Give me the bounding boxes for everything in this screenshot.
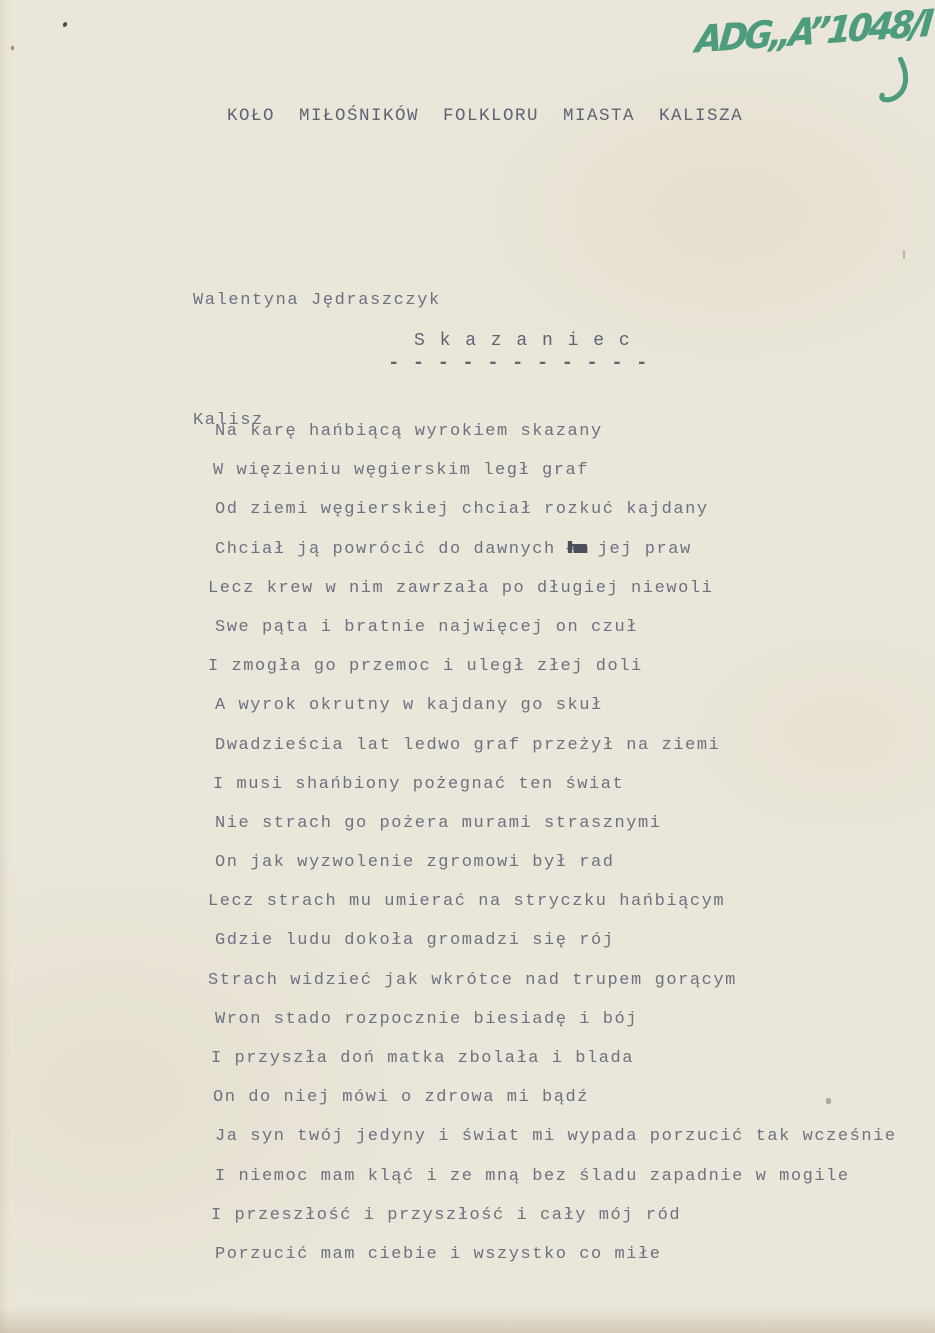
organization-header: KOŁO MIŁOŚNIKÓW FOLKLORU MIASTA KALISZA <box>227 106 744 126</box>
handwritten-archive-mark: ADG„A”1048/I <box>693 1 933 62</box>
poem-line: W więzieniu węgierskim legł graf <box>213 461 590 481</box>
poem-line: Na karę hańbiącą wyrokiem skazany <box>215 422 603 441</box>
marker-hook-stroke <box>870 56 915 110</box>
poem-line: Nie strach go pożera murami strasznymi <box>215 813 662 833</box>
poem-line: Strach widzieć jak wkrótce nad trupem gorącym <box>208 970 737 990</box>
poem-line: I przeszłość i przyszłość i cały mój ród <box>211 1205 682 1225</box>
poem-line: On do niej mówi o zdrowa mi bądź <box>213 1088 590 1108</box>
poem-line: A wyrok okrutny w kajdany go skuł <box>215 696 603 716</box>
poem-line: Od ziemi węgierskiej chciał rozkuć kajdany <box>215 500 709 520</box>
poem-line: Swe pąta i bratnie najwięcej on czuł <box>215 617 639 637</box>
poem-line: Wron stado rozpocznie biesiadę i bój <box>215 1009 639 1029</box>
paper-speck <box>903 250 905 259</box>
poem-line: I zmogła go przemoc i uległ złej doli <box>208 657 643 677</box>
poem-line: I przyszła doń matka zbolała i blada <box>211 1049 635 1068</box>
paper-speck <box>62 21 68 27</box>
author-name: Walentyna Jędraszczyk <box>193 291 441 310</box>
poem-line: Chciał ją powrócić do dawnych hm jej praw <box>215 539 692 559</box>
poem-line: Porzucić mam ciebie i wszystko co miłe <box>215 1244 662 1264</box>
poem-line: Dwadzieścia lat ledwo graf przeżył na ziemi <box>215 735 721 755</box>
author-city: Kalisz <box>193 411 264 430</box>
poem-line: I musi shańbiony pożegnać ten świat <box>213 774 625 794</box>
poem-title-underline: - - - - - - - - - - - <box>388 352 649 374</box>
poem-title: S k a z a n i e c <box>414 331 632 351</box>
overstruck-word: hm <box>567 539 586 559</box>
poem-line: On jak wyzwolenie zgromowi był rad <box>215 853 615 873</box>
paper-speck <box>11 46 14 50</box>
poem-line: I niemoc mam kląć i ze mną bez śladu zapadnie w mogile <box>215 1166 850 1186</box>
poem-line: Ja syn twój jedyny i świat mi wypada porzucić tak wcześnie <box>215 1127 897 1147</box>
poem-line: Lecz krew w nim zawrzała po długiej niewoli <box>208 578 714 598</box>
poem-line: Gdzie ludu dokoła gromadzi się rój <box>215 931 615 951</box>
poem-body <box>208 412 897 1274</box>
poem-line: Lecz strach mu umierać na stryczku hańbiącym <box>208 892 726 912</box>
